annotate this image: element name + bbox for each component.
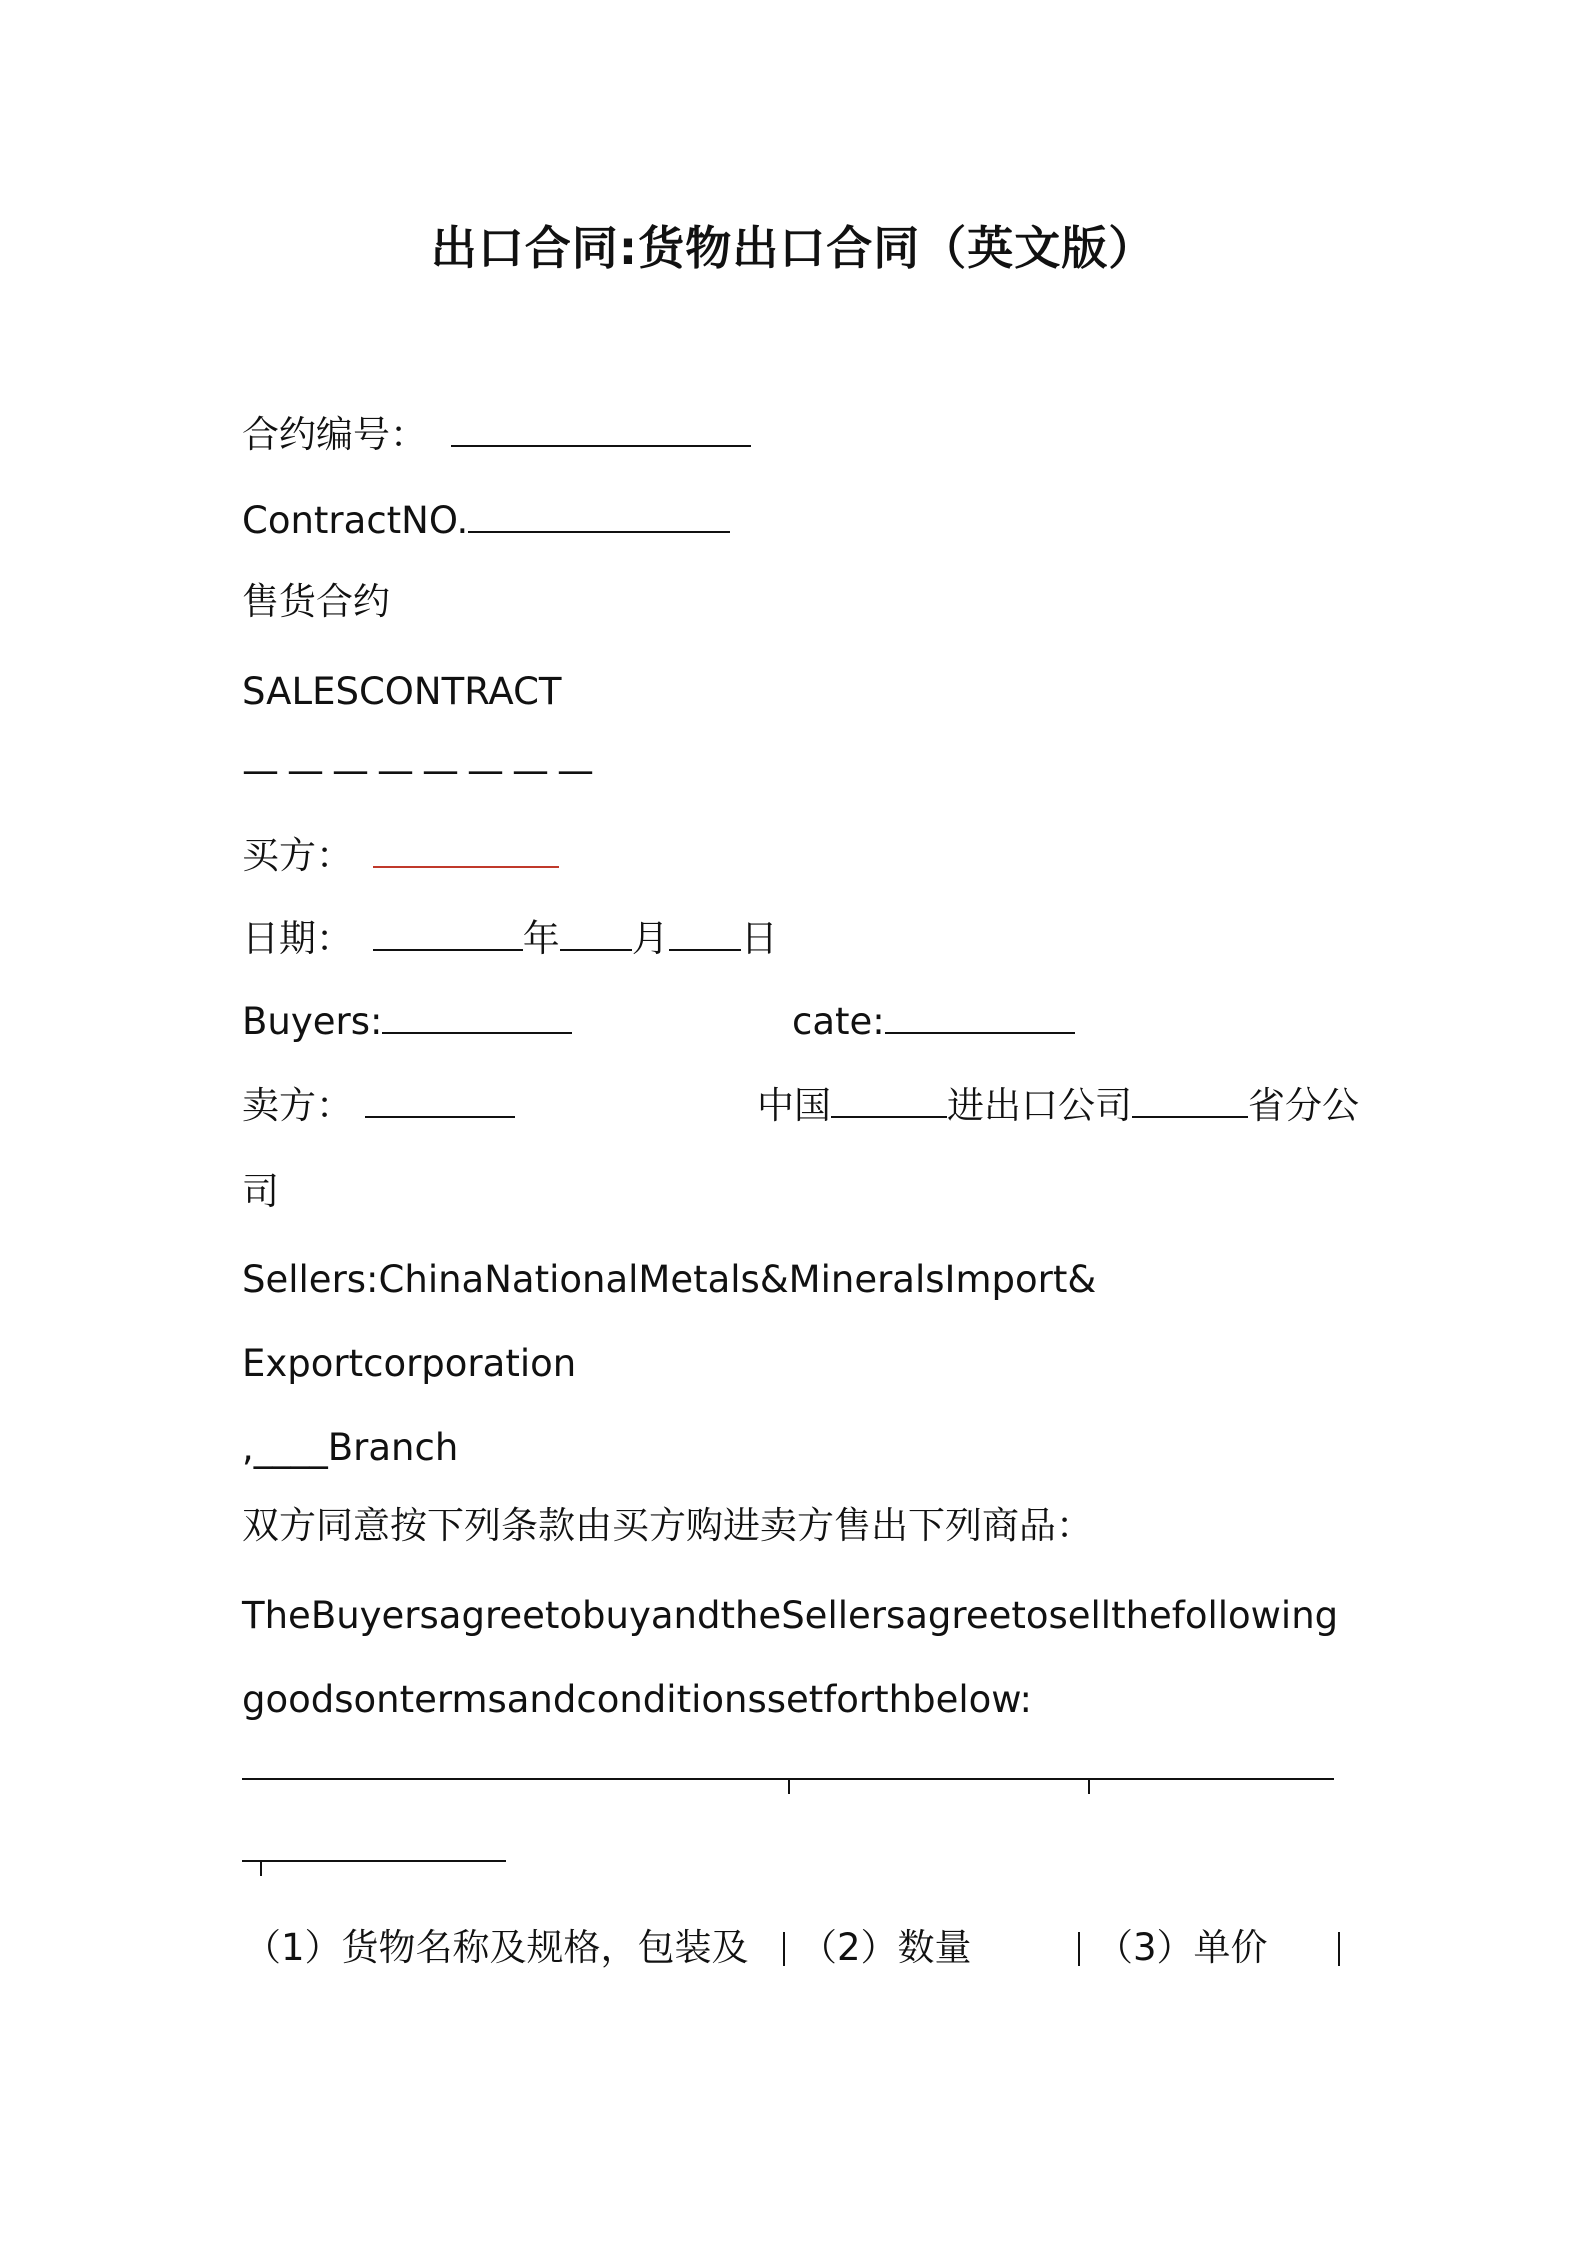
buyers-en-blank: [382, 998, 572, 1034]
sellers-en-line1: Sellers:ChinaNationalMetals&MineralsImport&: [242, 1258, 1097, 1301]
seller-cn-china-blank: [831, 1082, 947, 1118]
agreement-cn: 双方同意按下列条款由买方购进卖方售出下列商品：: [242, 1504, 1093, 1547]
buyer-cn-row: [242, 832, 559, 880]
seller-cn-label: 卖方：: [242, 1084, 353, 1127]
date-year-label: 年: [522, 917, 560, 960]
table-col-tick-1: [788, 1778, 790, 1794]
date-month-blank: [560, 915, 632, 951]
seller-cn-branch-a: 省分公: [1248, 1084, 1359, 1127]
seller-cn-row: [242, 1082, 515, 1130]
date-cn-row: [242, 915, 778, 963]
table-second-rule: [242, 1860, 506, 1862]
table-col-tick-2: [1088, 1778, 1090, 1794]
contract-no-cn-blank: [451, 411, 751, 447]
table-header-col3: （3）单价: [1096, 1926, 1268, 1969]
table-row-tick: [260, 1860, 262, 1876]
seller-cn-branch-b: 司: [242, 1170, 279, 1213]
table-divider-1: [783, 1932, 785, 1966]
agreement-en-line1: TheBuyersagreetobuyandtheSellersagreetosellthefollowing: [242, 1594, 1339, 1637]
contract-no-en-blank: [468, 497, 730, 533]
date-day-label: 日: [740, 917, 778, 960]
table-divider-2: [1078, 1932, 1080, 1966]
contract-no-cn-label: 合约编号：: [242, 413, 427, 456]
agreement-en-line2: goodsontermsandconditionssetforthbelow:: [242, 1678, 1032, 1721]
seller-cn-china: 中国: [757, 1084, 831, 1127]
seller-cn-company-row: [757, 1082, 1359, 1130]
contract-no-en-label: ContractNO.: [242, 499, 469, 542]
buyer-cn-blank: [373, 832, 559, 868]
buyer-cn-label: 买方：: [242, 834, 353, 877]
date-cn-label: 日期：: [242, 917, 353, 960]
table-header-col2: （2）数量: [800, 1926, 972, 1969]
table-header-col1: （1）货物名称及规格，包装及: [244, 1926, 749, 1969]
seller-cn-company: 进出口公司: [947, 1084, 1132, 1127]
date-year-blank: [373, 915, 523, 951]
dash-separator: ————————: [242, 749, 602, 792]
contract-no-en-row: [242, 497, 730, 545]
sellers-en-line3: ,____Branch: [242, 1426, 459, 1469]
date-day-blank: [669, 915, 741, 951]
contract-no-cn-row: [242, 411, 751, 459]
buyers-en-row: [242, 998, 572, 1046]
cate-blank: [885, 998, 1075, 1034]
table-divider-3: [1338, 1932, 1340, 1966]
cate-row: [792, 998, 1075, 1046]
sellers-en-line2: Exportcorporation: [242, 1342, 577, 1385]
document-title: 出口合同:货物出口合同（英文版）: [430, 221, 1156, 275]
buyers-en-label: Buyers:: [242, 1000, 383, 1043]
seller-cn-blank: [365, 1082, 515, 1118]
sales-contract-en: SALESCONTRACT: [242, 670, 562, 713]
cate-label: cate:: [792, 1000, 885, 1043]
seller-cn-company-blank: [1132, 1082, 1248, 1118]
date-month-label: 月: [631, 917, 669, 960]
sales-contract-cn: 售货合约: [242, 580, 390, 623]
